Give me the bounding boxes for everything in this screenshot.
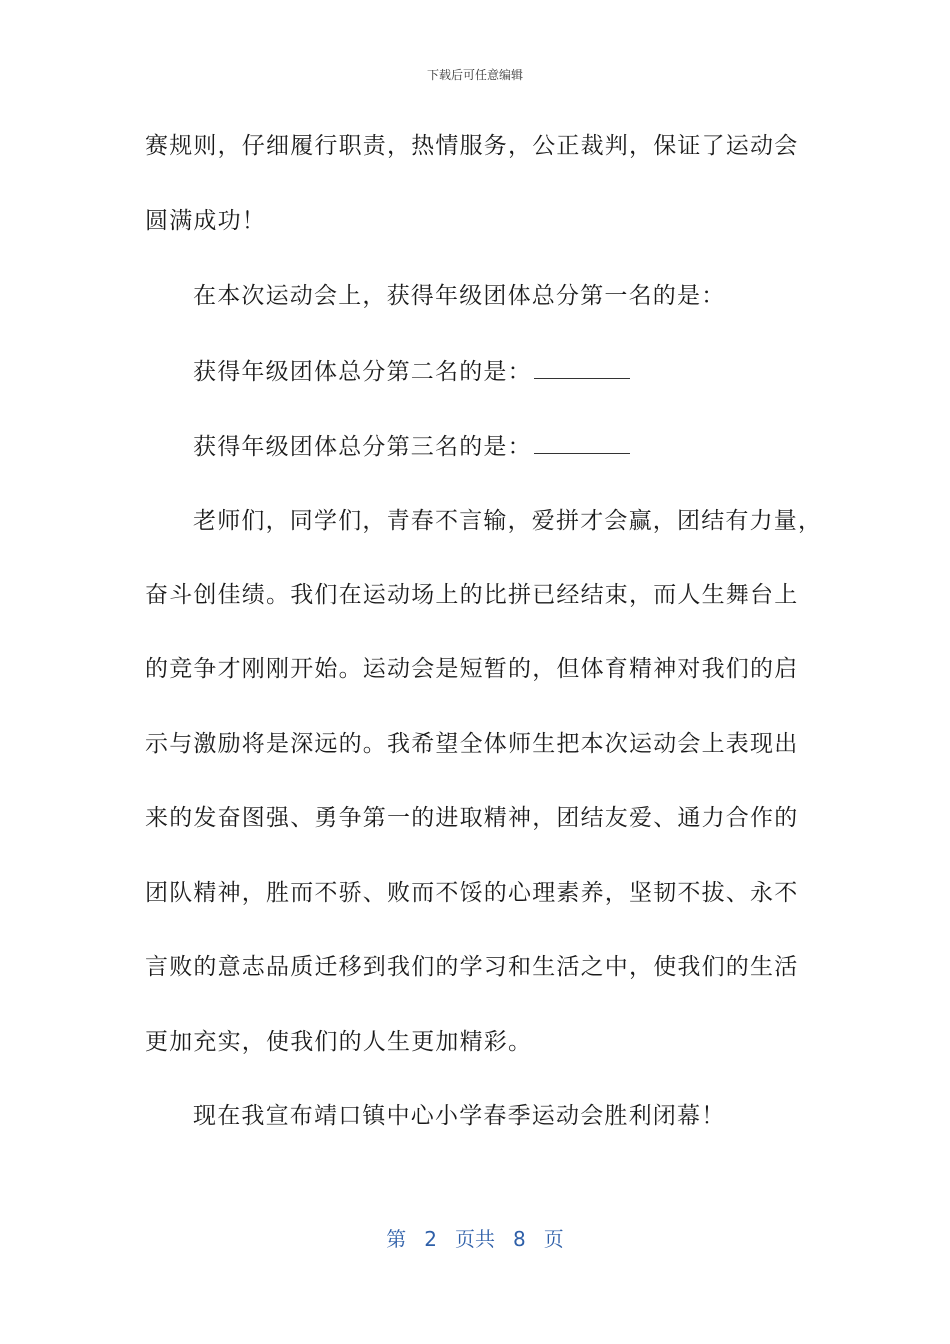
paragraph-line: 言败的意志品质迁移到我们的学习和生活之中，使我们的生活 (145, 954, 799, 980)
paragraph-line: 在本次运动会上，获得年级团体总分第一名的是： (193, 283, 726, 309)
current-page-number: 2 (424, 1227, 437, 1251)
paragraph-line: 的竞争才刚刚开始。运动会是短暂的，但体育精神对我们的启 (145, 656, 799, 682)
total-pages-number: 8 (513, 1227, 526, 1251)
paragraph-line: 圆满成功！ (145, 208, 266, 234)
paragraph-line: 赛规则，仔细履行职责，热情服务，公正裁判，保证了运动会 (145, 133, 799, 159)
paragraph-line: 团队精神，胜而不骄、败而不馁的心理素养，坚韧不拔、永不 (145, 880, 799, 906)
footer-prefix: 第 (386, 1227, 407, 1251)
closing-line: 现在我宣布靖口镇中心小学春季运动会胜利闭幕！ (193, 1103, 726, 1129)
paragraph-line: 来的发奋图强、勇争第一的进取精神，团结友爱、通力合作的 (145, 805, 799, 831)
award-third-label: 获得年级团体总分第三名的是： (193, 434, 532, 460)
paragraph-line: 奋斗创佳绩。我们在运动场上的比拼已经结束，而人生舞台上 (145, 582, 799, 608)
answer-blank (534, 431, 630, 454)
footer-middle: 页共 (455, 1227, 495, 1251)
paragraph-line: 示与激励将是深远的。我希望全体师生把本次运动会上表现出 (145, 731, 799, 757)
award-line-third (193, 431, 630, 462)
paragraph-line: 更加充实，使我们的人生更加精彩。 (145, 1029, 533, 1055)
page-footer (0, 1225, 950, 1253)
award-line-second (193, 356, 630, 387)
paragraph-line: 老师们，同学们，青春不言输，爱拼才会赢，团结有力量， (193, 508, 823, 534)
page-header-note: 下载后可任意编辑 (426, 68, 523, 82)
answer-blank (534, 356, 630, 379)
footer-suffix: 页 (543, 1227, 564, 1251)
award-second-label: 获得年级团体总分第二名的是： (193, 359, 532, 385)
